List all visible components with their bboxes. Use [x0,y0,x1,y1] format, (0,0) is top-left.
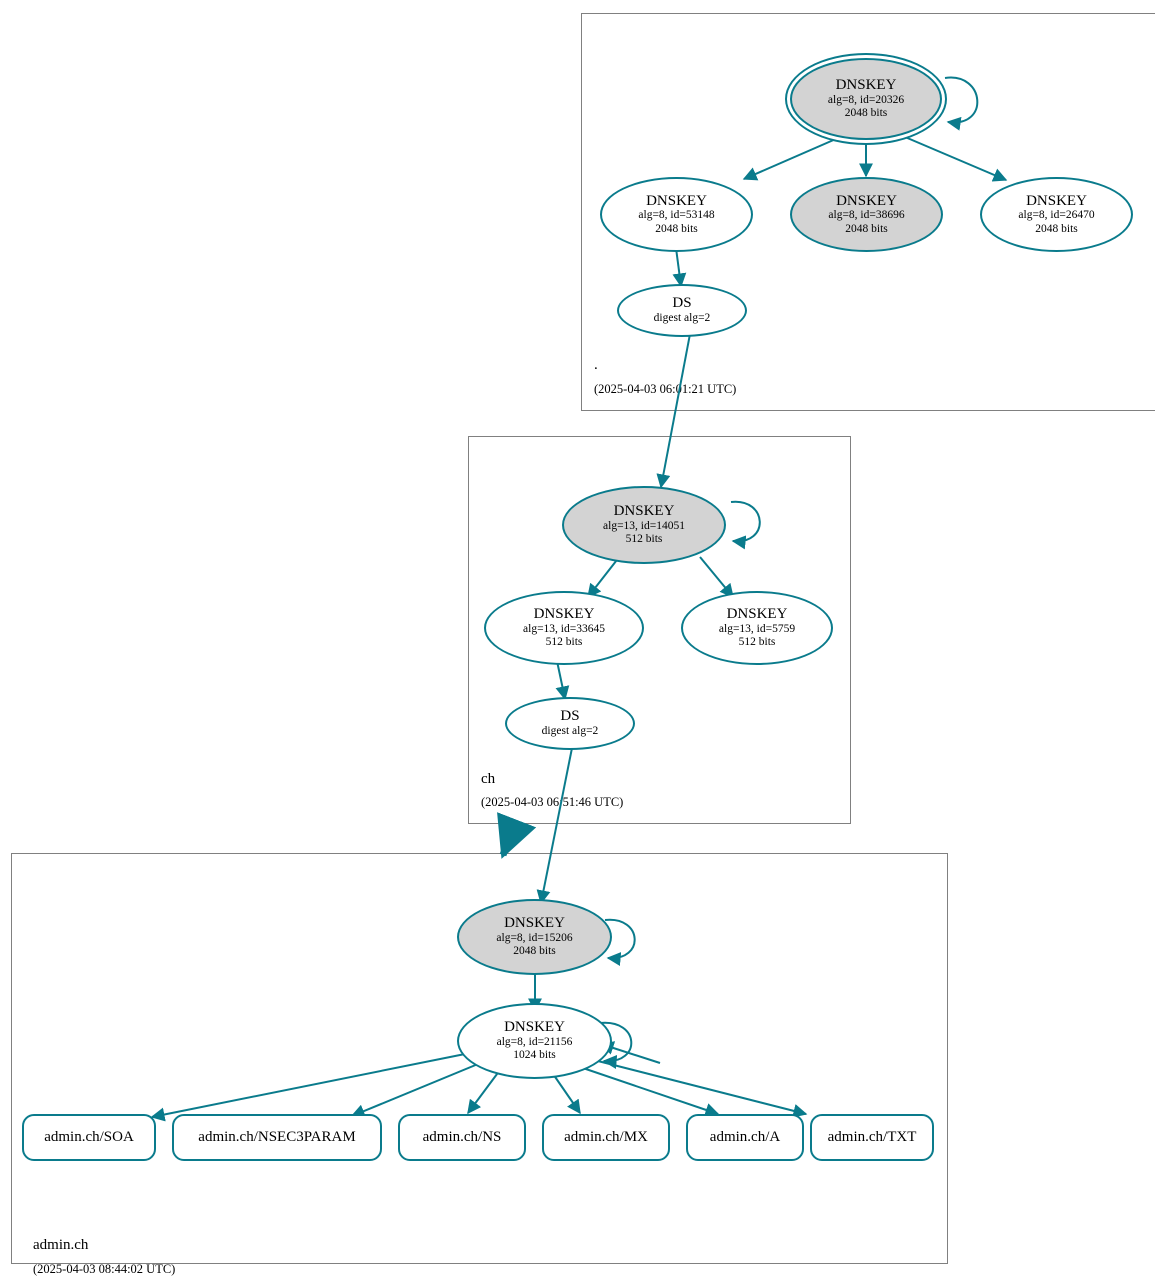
rrset-a[interactable]: admin.ch/A [686,1114,804,1161]
node-root-ksk-20326[interactable] [790,58,942,140]
node-line1: DS [672,295,692,312]
node-line1: DNSKEY [726,606,788,623]
node-line2: digest alg=2 [653,312,711,325]
node-line1: DNSKEY [613,503,675,520]
node-root-zsk-38696[interactable] [790,177,943,252]
node-admin-zsk-21156[interactable] [457,1003,612,1079]
node-root-zsk-26470[interactable] [980,177,1133,252]
node-line1: DNSKEY [1026,192,1087,209]
node-line3: 512 bits [738,636,776,649]
rrset-soa[interactable]: admin.ch/SOA [22,1114,156,1161]
node-line2: alg=8, id=20326 [827,93,905,106]
node-line3: 2048 bits [655,222,698,235]
node-line1: DNSKEY [835,77,897,94]
node-line1: DS [560,708,580,725]
rrset-txt[interactable]: admin.ch/TXT [810,1114,934,1161]
node-line1: DNSKEY [533,606,595,623]
zone-timestamp-ch: (2025-04-03 06:51:46 UTC) [481,795,624,809]
node-root-zsk-53148[interactable] [600,177,753,252]
node-line2: alg=8, id=26470 [1018,209,1095,222]
node-line1: DNSKEY [504,1019,565,1036]
node-line3: 1024 bits [513,1049,556,1062]
node-line2: alg=8, id=38696 [828,209,905,222]
node-ch-ksk-14051[interactable] [562,486,726,564]
node-line1: DNSKEY [504,915,565,932]
node-line1: DNSKEY [836,192,897,209]
node-line3: 2048 bits [513,945,556,958]
node-admin-ksk-15206[interactable] [457,899,612,975]
node-line2: alg=8, id=15206 [496,931,573,944]
zone-label-ch: ch [481,771,496,787]
node-line3: 512 bits [625,533,663,546]
node-line2: alg=13, id=33645 [523,622,605,635]
node-ch-zsk-5759[interactable] [681,591,833,665]
node-line2: alg=8, id=21156 [496,1035,573,1048]
node-ch-ds[interactable] [505,697,635,750]
zone-timestamp-admin-ch: (2025-04-03 08:44:02 UTC) [33,1262,176,1276]
node-line3: 512 bits [545,636,583,649]
zone-timestamp-root: (2025-04-03 06:01:21 UTC) [594,382,737,396]
node-line3: 2048 bits [845,222,888,235]
rrset-mx[interactable]: admin.ch/MX [542,1114,670,1161]
node-line2: alg=8, id=53148 [638,209,715,222]
rrset-ns[interactable]: admin.ch/NS [398,1114,526,1161]
node-root-ds[interactable] [617,284,747,337]
node-ch-zsk-33645[interactable] [484,591,644,665]
node-line2: digest alg=2 [541,725,599,738]
zone-label-root: . [594,357,598,373]
node-line1: DNSKEY [646,192,707,209]
rrset-nsec3param[interactable]: admin.ch/NSEC3PARAM [172,1114,382,1161]
zone-label-admin-ch: admin.ch [33,1237,89,1253]
node-line3: 2048 bits [844,107,888,120]
node-line3: 2048 bits [1035,222,1078,235]
node-line2: alg=13, id=14051 [603,519,685,532]
node-line2: alg=13, id=5759 [718,622,796,635]
